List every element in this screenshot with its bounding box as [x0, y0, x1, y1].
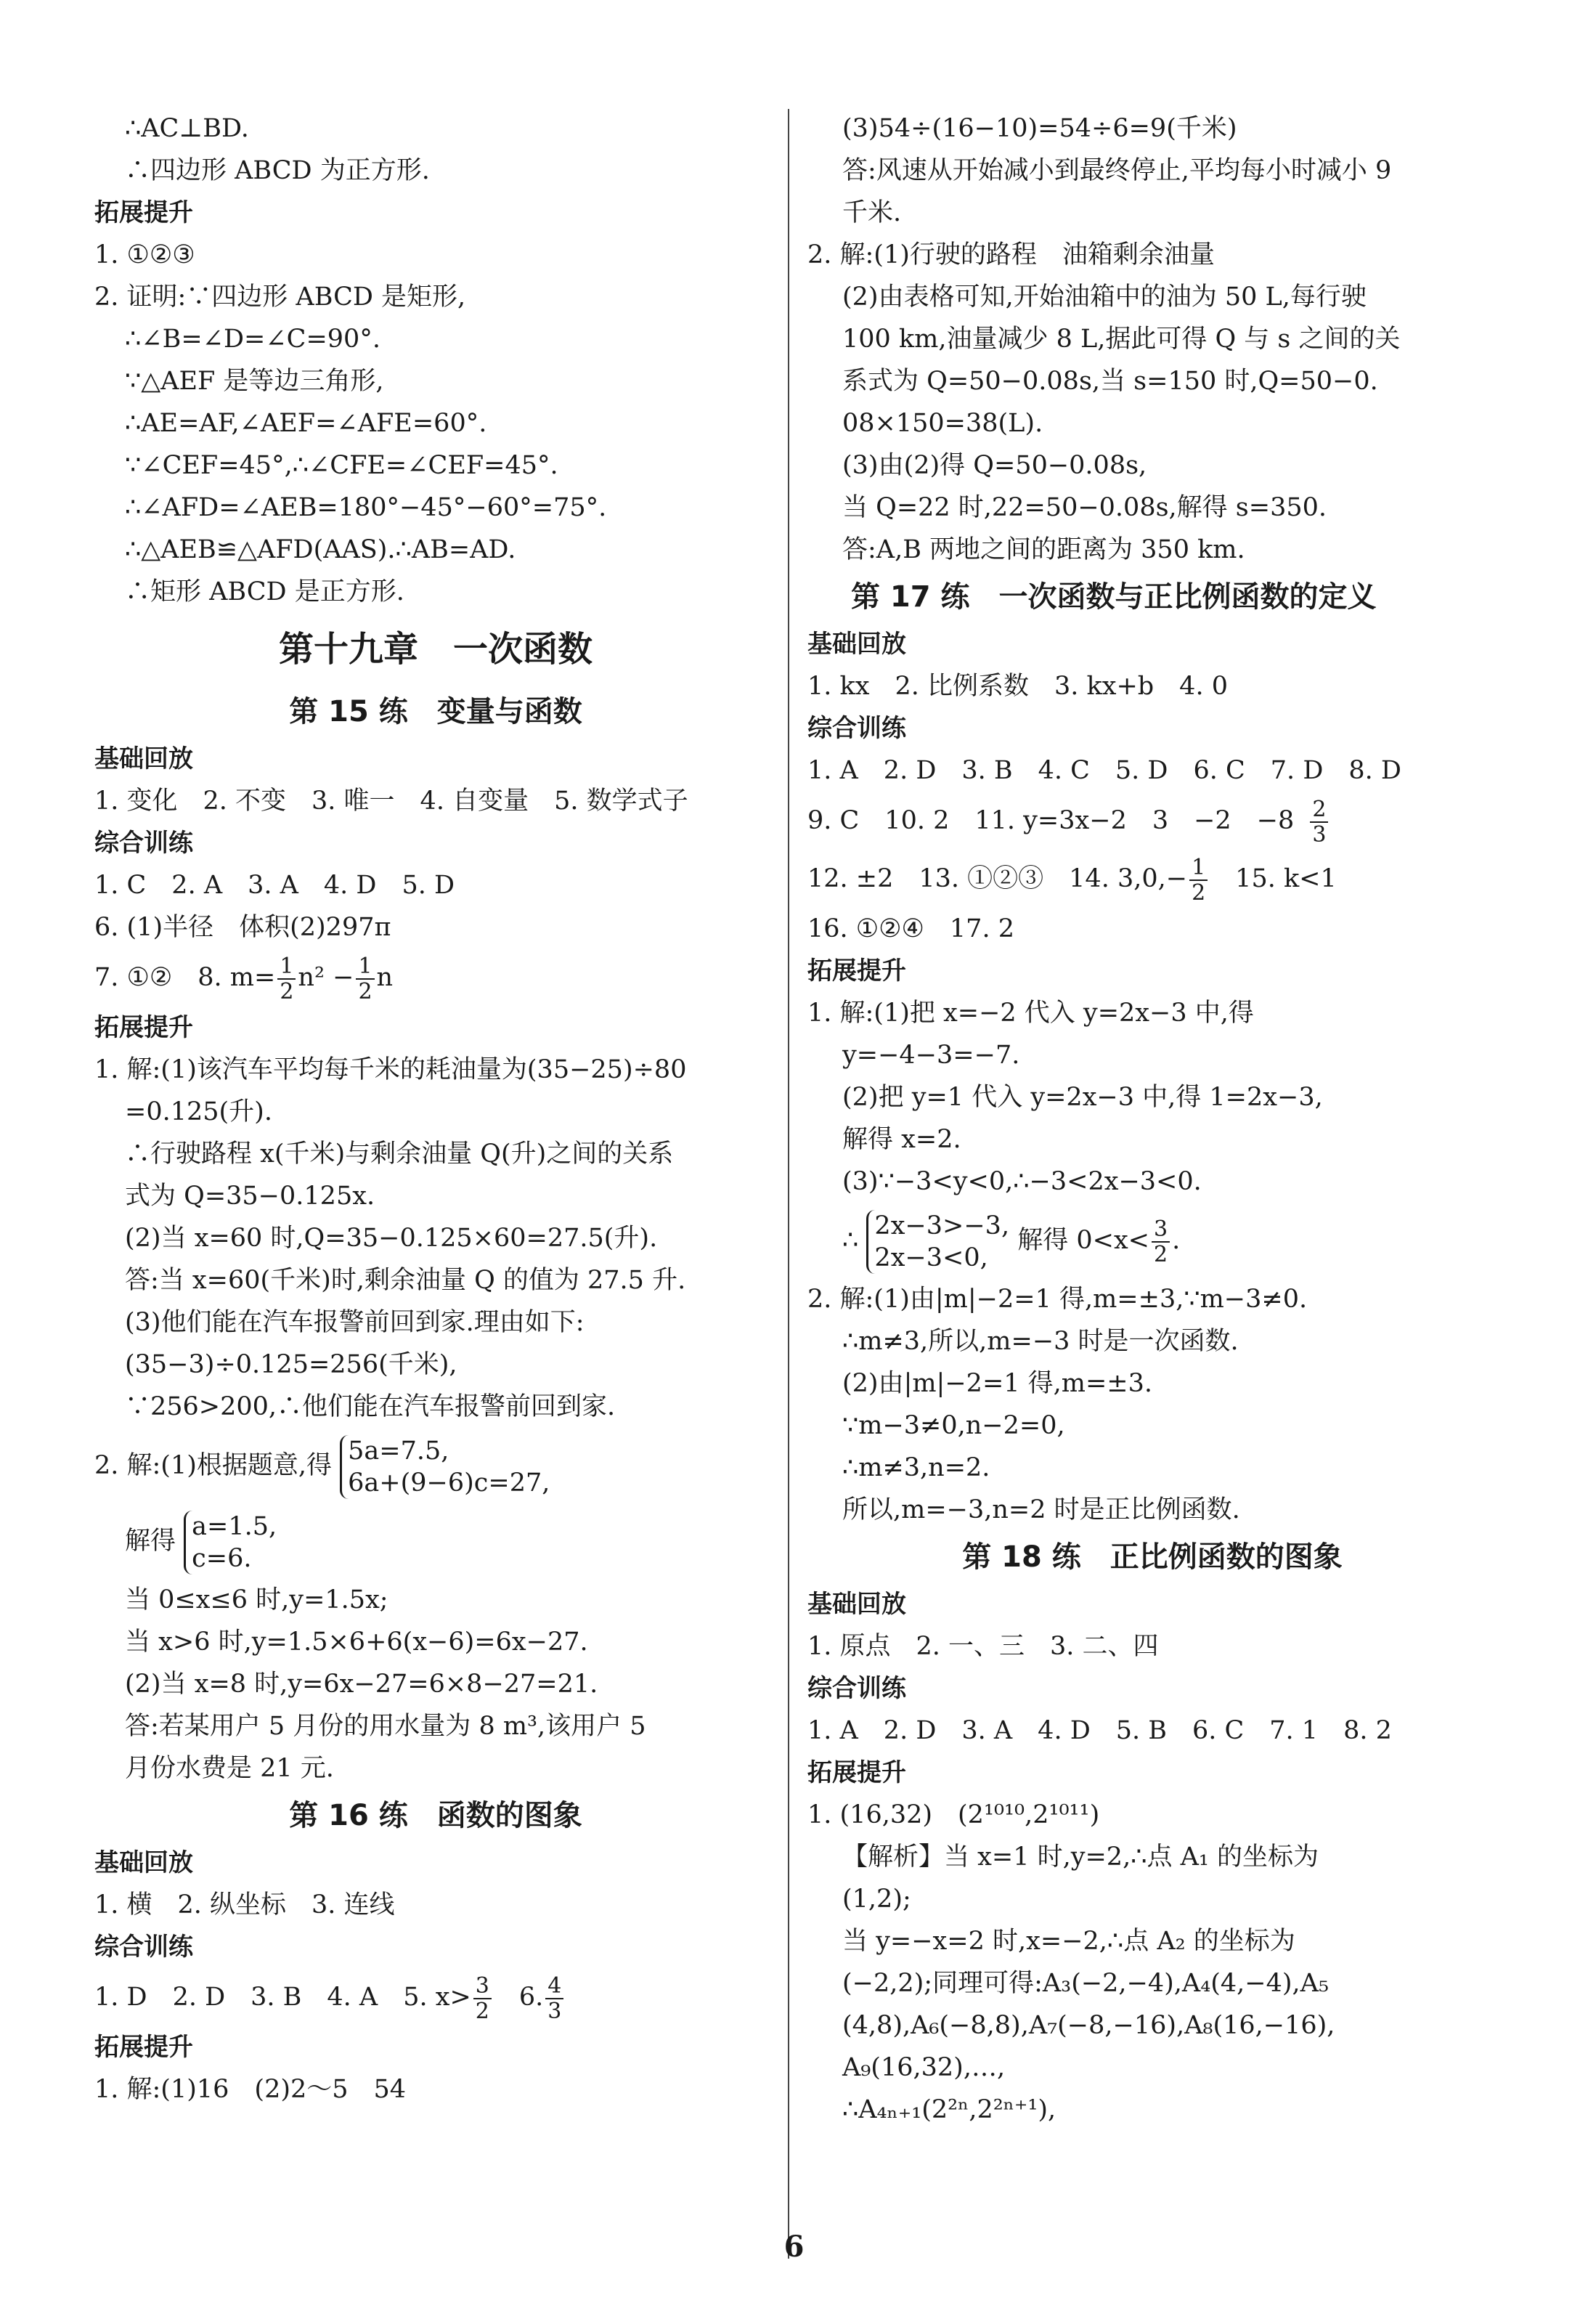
text-line: 当 0≤x≤6 时,y=1.5x; — [125, 1585, 388, 1614]
denominator: 2 — [358, 978, 372, 1004]
equation: 5a=7.5, — [348, 1436, 449, 1466]
text-line: (4,8),A₆(−8,8),A₇(−8,−16),A₈(16,−16), — [842, 2011, 1335, 2040]
text-line: ∴∠AFD=∠AEB=180°−45°−60°=75°. — [125, 493, 607, 522]
numerator: 2 — [1310, 797, 1328, 823]
text-line: (3)54÷(16−10)=54÷6=9(千米) — [842, 114, 1237, 143]
exercise-title: 第 16 练 函数的图象 — [289, 1799, 582, 1832]
denominator: 2 — [1192, 879, 1206, 906]
text-line: 当 Q=22 时,22=50−0.08s,解得 s=350. — [842, 493, 1327, 522]
text-line: ∴A₄ₙ₊₁(2²ⁿ,2²ⁿ⁺¹), — [842, 2095, 1056, 2124]
text-fragment: 1. D 2. D 3. B 4. A 5. x> — [94, 1983, 471, 2012]
text-fragment: 9. C 10. 2 11. y=3x−2 3 −2 −8 — [807, 806, 1295, 835]
text-line: ∴AC⊥BD. — [125, 114, 249, 143]
text-line: (1,2); — [842, 1885, 911, 1914]
section-heading: 拓展提升 — [807, 1758, 906, 1787]
answer-line — [807, 850, 1497, 908]
answer-line: 1. ①②③ — [94, 240, 195, 269]
section-heading: 拓展提升 — [807, 956, 906, 986]
text-line: 答:当 x=60(千米)时,剩余油量 Q 的值为 27.5 升. — [125, 1266, 686, 1295]
text-line: 答:风速从开始减小到最终停止,平均每小时减小 9 — [842, 156, 1392, 185]
answer-line — [807, 792, 1497, 850]
text-line: ∴m≠3,n=2. — [842, 1453, 990, 1482]
section-heading: 综合训练 — [94, 829, 193, 858]
text-line: 式为 Q=35−0.125x. — [125, 1182, 375, 1211]
answer-line: 1. 原点 2. 一、三 3. 二、四 — [807, 1632, 1159, 1661]
equation-system — [340, 1435, 550, 1499]
answer-line: 1. 横 2. 纵坐标 3. 连线 — [94, 1890, 395, 1919]
text-fragment: 解得 0<x< — [1017, 1226, 1150, 1255]
answer-line: 1. 解:(1)16 (2)2～5 54 — [94, 2075, 407, 2104]
equation: 6a+(9−6)c=27, — [348, 1468, 550, 1498]
numerator: 1 — [1189, 856, 1208, 881]
text-line: ∴矩形 ABCD 是正方形. — [125, 577, 404, 606]
numerator: 1 — [277, 954, 296, 980]
fraction — [1152, 1217, 1170, 1267]
text-fragment: 12. ±2 13. ①②③ 14. 3,0,− — [807, 864, 1188, 893]
answer-line — [94, 1503, 777, 1579]
answer-line: 1. 变化 2. 不变 3. 唯一 4. 自变量 5. 数学式子 — [94, 787, 688, 816]
fraction — [473, 1974, 492, 2023]
equation-system — [184, 1511, 277, 1575]
answer-line: 1. kx 2. 比例系数 3. kx+b 4. 0 — [807, 672, 1228, 701]
section-heading: 综合训练 — [94, 1933, 193, 1962]
section-heading: 基础回放 — [807, 1590, 906, 1619]
answer-line — [94, 1428, 777, 1503]
answer-line: 2. 证明:∵四边形 ABCD 是矩形, — [94, 283, 466, 312]
text-line: 所以,m=−3,n=2 时是正比例函数. — [842, 1495, 1240, 1524]
equation: a=1.5, — [192, 1511, 277, 1541]
chapter-title: 第十九章 一次函数 — [278, 629, 593, 670]
equation: c=6. — [192, 1543, 252, 1573]
exercise-title: 第 18 练 正比例函数的图象 — [962, 1540, 1343, 1574]
text-line: (2)把 y=1 代入 y=2x−3 中,得 1=2x−3, — [842, 1083, 1323, 1112]
text-line: (2)由|m|−2=1 得,m=±3. — [842, 1369, 1153, 1398]
numerator: 4 — [545, 1974, 563, 1999]
denominator: 3 — [1312, 821, 1327, 848]
text-fragment: 7. ①② 8. m= — [94, 963, 276, 992]
exercise-title: 第 17 练 一次函数与正比例函数的定义 — [851, 580, 1377, 614]
section-heading: 综合训练 — [807, 714, 906, 743]
text-line: 100 km,油量减少 8 L,据此可得 Q 与 s 之间的关 — [842, 325, 1401, 354]
text-line: ∴∠B=∠D=∠C=90°. — [125, 325, 380, 354]
left-column — [94, 107, 777, 2110]
text-line: 当 y=−x=2 时,x=−2,∴点 A₂ 的坐标为 — [842, 1927, 1295, 1956]
section-heading: 基础回放 — [807, 630, 906, 659]
text-fragment: n² − — [298, 963, 354, 992]
text-line: 月份水费是 21 元. — [125, 1754, 334, 1783]
text-line: A₉(16,32),…, — [842, 2053, 1006, 2082]
answer-line: 6. (1)半径 体积(2)297π — [94, 913, 391, 942]
text-line: 08×150=38(L). — [842, 409, 1043, 438]
text-line: (35−3)÷0.125=256(千米), — [125, 1350, 457, 1379]
answer-line: 16. ①②④ 17. 2 — [807, 914, 1014, 943]
denominator: 2 — [280, 978, 294, 1004]
numerator: 3 — [473, 1974, 492, 1999]
fraction — [1310, 797, 1328, 847]
text-line: (2)当 x=60 时,Q=35−0.125×60=27.5(升). — [125, 1224, 658, 1253]
text-fragment: 解得 — [125, 1527, 176, 1556]
text-fragment: 15. k<1 — [1210, 864, 1337, 893]
numerator: 3 — [1152, 1217, 1170, 1243]
exercise-title: 第 15 练 变量与函数 — [289, 695, 582, 728]
section-heading: 拓展提升 — [94, 198, 193, 227]
text-line: ∵∠CEF=45°,∴∠CFE=∠CEF=45°. — [125, 451, 558, 480]
text-line: (3)∵−3<y<0,∴−3<2x−3<0. — [842, 1167, 1202, 1196]
inequality-system — [866, 1210, 1009, 1274]
text-line: ∴m≠3,所以,m=−3 时是一次函数. — [842, 1327, 1239, 1356]
section-heading: 综合训练 — [807, 1674, 906, 1703]
text-line: ∵△AEF 是等边三角形, — [125, 367, 384, 396]
column-divider — [788, 109, 789, 2259]
text-fragment: 2. 解:(1)根据题意,得 — [94, 1451, 333, 1480]
text-line: (2)当 x=8 时,y=6x−27=6×8−27=21. — [125, 1670, 598, 1699]
answer-line: 1. A 2. D 3. B 4. C 5. D 6. C 7. D 8. D — [807, 756, 1401, 785]
fraction — [545, 1974, 563, 2023]
denominator: 2 — [1154, 1241, 1168, 1267]
text-fragment: ∴ — [842, 1226, 859, 1255]
section-heading: 拓展提升 — [94, 2033, 193, 2062]
answer-line: 1. (16,32) (2¹⁰¹⁰,2¹⁰¹¹) — [807, 1800, 1100, 1829]
page-number: 6 — [783, 2230, 805, 2264]
text-line: 答:A,B 两地之间的距离为 350 km. — [842, 535, 1245, 564]
fraction — [356, 954, 374, 1004]
numerator: 1 — [356, 954, 374, 980]
inequality: 2x−3>−3, — [874, 1211, 1010, 1240]
text-line: 当 x>6 时,y=1.5×6+6(x−6)=6x−27. — [125, 1628, 588, 1657]
text-line: y=−4−3=−7. — [842, 1041, 1020, 1070]
inequality: 2x−3<0, — [874, 1243, 988, 1272]
text-line: (3)由(2)得 Q=50−0.08s, — [842, 451, 1147, 480]
text-line: ∴AE=AF,∠AEF=∠AFE=60°. — [125, 409, 487, 438]
text-line: 解得 x=2. — [842, 1125, 961, 1154]
text-line: 答:若某用户 5 月份的用水量为 8 m³,该用户 5 — [125, 1712, 646, 1741]
text-line: ∵256>200,∴他们能在汽车报警前回到家. — [125, 1392, 616, 1421]
text-line: (3)他们能在汽车报警前回到家.理由如下: — [125, 1308, 585, 1337]
text-line: ∴行驶路程 x(千米)与剩余油量 Q(升)之间的关系 — [125, 1139, 674, 1169]
fraction — [277, 954, 296, 1004]
section-heading: 拓展提升 — [94, 1013, 193, 1042]
answer-line: 1. C 2. A 3. A 4. D 5. D — [94, 871, 455, 900]
answer-line: 1. 解:(1)把 x=−2 代入 y=2x−3 中,得 — [807, 999, 1254, 1028]
denominator: 2 — [475, 1998, 489, 2024]
section-heading: 基础回放 — [94, 744, 193, 773]
answer-line: 2. 解:(1)由|m|−2=1 得,m=±3,∵m−3≠0. — [807, 1285, 1308, 1314]
text-line: ∴△AEB≌△AFD(AAS).∴AB=AD. — [125, 535, 516, 564]
text-fragment: . — [1172, 1226, 1181, 1255]
text-fragment: n — [376, 963, 394, 992]
answer-line — [94, 948, 777, 1007]
right-column — [807, 107, 1497, 2131]
answer-line: 2. 解:(1)行驶的路程 油箱剩余油量 — [807, 240, 1215, 269]
answer-line — [807, 1203, 1497, 1278]
text-line: (−2,2);同理可得:A₃(−2,−4),A₄(4,−4),A₅ — [842, 1969, 1329, 1998]
text-line: 【解析】当 x=1 时,y=2,∴点 A₁ 的坐标为 — [842, 1842, 1319, 1872]
text-line: (2)由表格可知,开始油箱中的油为 50 L,每行驶 — [842, 283, 1367, 312]
text-line: =0.125(升). — [125, 1097, 272, 1126]
text-line: ∴四边形 ABCD 为正方形. — [125, 156, 430, 185]
section-heading: 基础回放 — [94, 1848, 193, 1877]
fraction — [1189, 856, 1208, 905]
text-line: ∵m−3≠0,n−2=0, — [842, 1411, 1065, 1440]
text-fragment: 6. — [493, 1983, 544, 2012]
answer-line: 1. 解:(1)该汽车平均每千米的耗油量为(35−25)÷80 — [94, 1055, 687, 1084]
answer-line: 1. A 2. D 3. A 4. D 5. B 6. C 7. 1 8. 2 — [807, 1716, 1392, 1745]
answer-line — [94, 1968, 777, 2026]
denominator: 3 — [547, 1998, 562, 2024]
text-line: 系式为 Q=50−0.08s,当 s=150 时,Q=50−0. — [842, 367, 1378, 396]
text-line: 千米. — [842, 198, 902, 227]
